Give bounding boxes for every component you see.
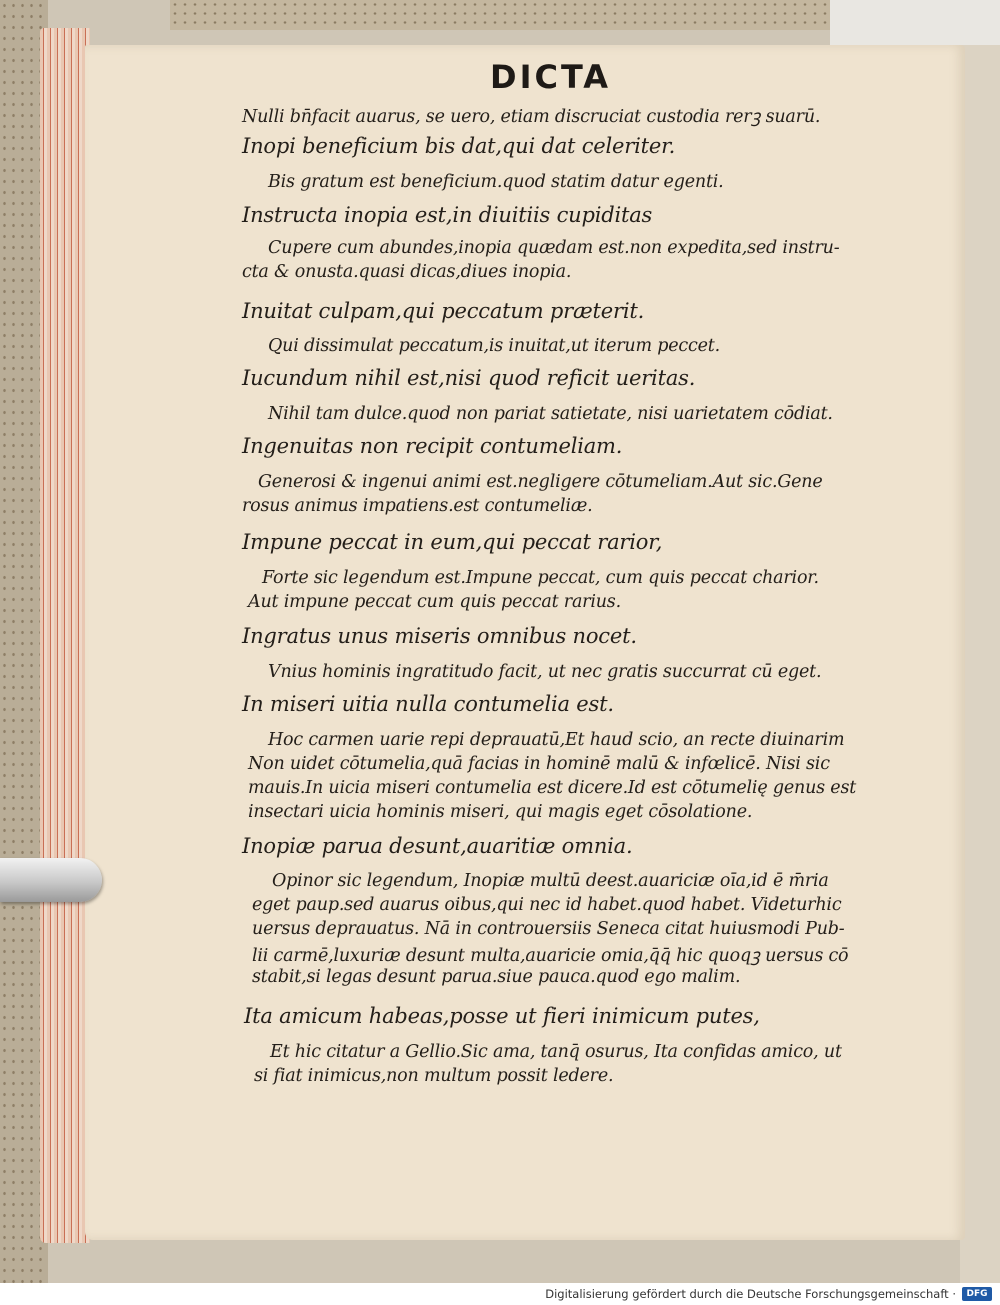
sentence-heading: Ita amicum habeas,posse ut fieri inimicum putes, xyxy=(244,1004,760,1028)
sentence-heading: Instructa inopia est,in diuitiis cupiditas xyxy=(242,203,653,227)
text-line: Nulli bn̄facit auarus, se uero, etiam discruciat custodia rerꝫ suarū. xyxy=(242,107,821,127)
commentary-line: Qui dissimulat peccatum,is inuitat,ut iterum peccet. xyxy=(268,336,720,356)
dfg-logo-icon: DFG xyxy=(962,1287,992,1301)
commentary-line: Opinor sic legendum, Inopiæ multū deest.auariciæ oīa,id ē m̄ria xyxy=(272,871,829,891)
commentary-line: Aut impune peccat cum quis peccat rarius. xyxy=(248,592,621,612)
commentary-line: Cupere cum abundes,inopia quædam est.non expedita,sed instru- xyxy=(268,238,840,258)
commentary-line: eget paup.sed auarus oibus,qui nec id habet.quod habet. Videturhic xyxy=(252,895,842,915)
sentence-heading: In miseri uitia nulla contumelia est. xyxy=(242,692,614,716)
commentary-line: Hoc carmen uarie repi deprauatū,Et haud scio, an recte diuinarim xyxy=(268,730,845,750)
commentary-line: Et hic citatur a Gellio.Sic ama, tanq̄ osurus, Ita confidas amico, ut xyxy=(270,1042,842,1062)
commentary-line: Non uidet cōtumelia,quā facias in hominē malū & infœlicē. Nisi sic xyxy=(248,754,830,774)
commentary-line: insectari uicia hominis miseri, qui magis eget cōsolatione. xyxy=(248,802,753,822)
sentence-heading: Iucundum nihil est,nisi quod reficit ueritas. xyxy=(242,366,696,390)
sentence-heading: Ingratus unus miseris omnibus nocet. xyxy=(242,624,637,648)
sentence-heading: Inopiæ parua desunt,auaritiæ omnia. xyxy=(242,834,633,858)
commentary-line: lii carmē,luxuriæ desunt multa,auaricie omia,q̄q̄ hic quoqꝫ uersus cō xyxy=(252,946,849,966)
sentence-heading: Inuitat culpam,qui peccatum præterit. xyxy=(242,299,645,323)
commentary-line: Vnius hominis ingratitudo facit, ut nec gratis succurrat cū eget. xyxy=(268,662,822,682)
commentary-line: cta & onusta.quasi dicas,diues inopia. xyxy=(242,262,572,282)
commentary-line: Forte sic legendum est.Impune peccat, cum quis peccat charior. xyxy=(262,568,819,588)
commentary-line: Bis gratum est beneficium.quod statim datur egenti. xyxy=(268,172,724,192)
commentary-line: Generosi & ingenui animi est.negligere cōtumeliam.Aut sic.Gene xyxy=(258,472,823,492)
sentence-heading: Impune peccat in eum,qui peccat rarior, xyxy=(242,530,663,554)
sentence-heading: Inopi beneficium bis dat,qui dat celeriter. xyxy=(242,134,676,158)
commentary-line: Nihil tam dulce.quod non pariat satietate, nisi uarietatem cōdiat. xyxy=(268,404,833,424)
commentary-line: uersus deprauatus. Nā in controuersiis Seneca citat huiusmodi Pub- xyxy=(252,919,845,939)
commentary-line: mauis.In uicia miseri contumelia est dicere.Id est cōtumelię genus est xyxy=(248,778,857,798)
sentence-heading: Ingenuitas non recipit contumeliam. xyxy=(242,434,623,458)
commentary-line: stabit,si legas desunt parua.siue pauca.quod ego malim. xyxy=(252,967,741,987)
running-title: DICTA xyxy=(490,58,612,96)
commentary-line: rosus animus impatiens.est contumeliæ. xyxy=(242,496,593,516)
digitization-footer xyxy=(0,1283,1000,1305)
funding-credit: Digitalisierung gefördert durch die Deutsche Forschungsgemeinschaft · xyxy=(545,1287,956,1301)
commentary-line: si fiat inimicus,non multum possit ledere. xyxy=(254,1066,614,1086)
